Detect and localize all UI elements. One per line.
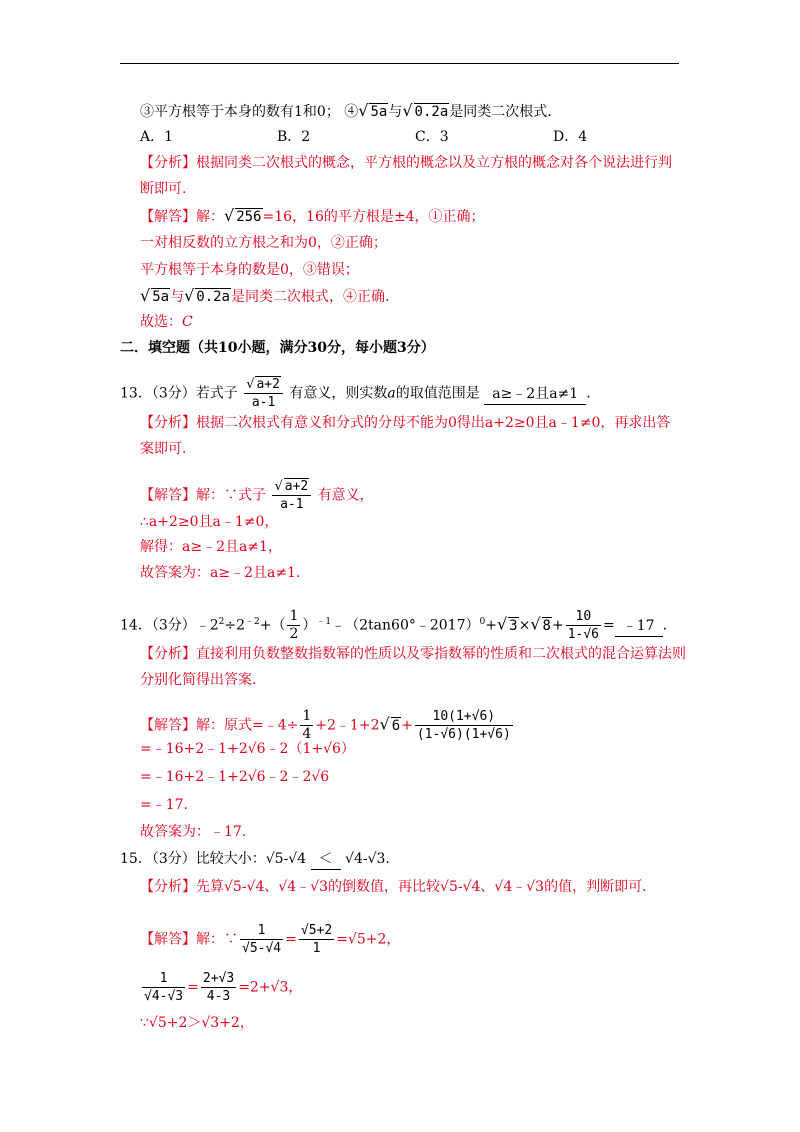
q14-answer-line-5: 故答案为：﹣17. [140,824,247,840]
q12-l4-radicand-2: 0.2a [196,289,230,305]
q12-l4-radicand-1: 5a [152,289,170,305]
analysis-tag: 【分析】 [140,646,196,662]
q13-fraction: $\frac{√ a+2}{a-1}$ [244,376,283,411]
q15-answer-prefix: 解：∵ [196,931,238,948]
q12-answer-radicand: 256 [236,209,262,225]
q15-line-2-text: =2+√3， [238,979,303,996]
q12-answer-line-2: 一对相反数的立方根之和为0，②正确； [140,235,387,251]
q15-f4-den: 4-3 [206,989,231,1004]
q13-text-2: 的取值范围是 [395,385,480,402]
q13-answer-blank: a≥﹣2且a≠1 [484,384,586,405]
q14-answer-den: (1-√6)(1+√6) [416,727,511,742]
analysis-tag: 【分析】 [140,879,196,895]
q13-answer-fraction: $\frac{√ a+2}{a-1}$ [272,478,311,513]
q14-question: 14．（3分）$﹣2^2\div 2^{﹣2}+$（ $\frac{1}{2}$ ）$^{﹣1}$﹣（2tan60°﹣2017）$^0$+√ 3×√ 8+ $\frac{10}{1-√6}$ = ﹣17 . [120,608,668,642]
q12-analysis-text: 根据同类二次根式的概念，平方根的概念以及立方根的概念对各个说法进行判 [196,155,672,171]
q14-quarter-den: 4 [302,726,312,742]
q15-answer-line-3: ∵√5+2＞√3+2， [140,1015,254,1031]
answer-tag: 【解答】 [140,487,196,504]
q13-denominator: a-1 [251,395,276,410]
q14-half [287,608,300,643]
q13-text: 有意义，则实数 [289,385,388,402]
q14-exp-2: ﹣2 [245,616,260,627]
q14-answer-line-3: =﹣16+2﹣1+2√6﹣2﹣2√6 [140,769,330,785]
answer-tag: 【解答】 [140,717,196,734]
q13-analysis-text: 根据二次根式有意义和分式的分母不能为0得出a+2≥0且a﹣1≠0，再求出答 [196,415,671,431]
q14-analysis-text: 直接利用负数整数指数幂的性质以及零指数幂的性质和二次根式的混合运算法则 [196,646,686,662]
q13-answer-line-3: 解得：a≥﹣2且a≠1， [140,539,282,555]
q12-option-4-label: ④ [344,104,359,120]
q14-answer-b: +2﹣1+2 [315,717,380,734]
q14-exp-1: 2 [218,616,225,627]
q15-lhs: √5-√4 [265,851,307,867]
q14-fraction-den: 1-√6 [567,627,600,642]
q14-analysis-cont: 分别化简得出答案. [140,672,257,688]
q14-answer-num: 10(1+√6) [415,708,513,726]
q12-radicand-2: 0.2a [414,104,449,120]
analysis-tag: 【分析】 [140,155,196,171]
q13-answer-text: 有意义， [317,487,374,504]
top-rule [120,63,679,64]
q15-answer-line-2 [140,970,302,1005]
q15-f2-num: √5+2 [300,923,333,938]
q12-l4-text: 是同类二次根式，④正确. [230,289,390,305]
q14-part-c: +（ [259,617,286,634]
q14-quarter-num: 1 [302,708,312,724]
q12-option-3: ③平方根等于本身的数有1和0； [140,104,340,120]
q13-answer-numerator: a+2 [284,479,309,494]
q12-final-value: C [182,314,193,330]
q14-answer-radicand: 6 [391,717,401,734]
q12-with: 与 [388,104,403,120]
q12-answer-line-3: 平方根等于本身的数是0，③错误； [140,262,359,278]
q12-answer-text: =16，16的平方根是±4，①正确； [262,209,485,225]
q14-plus: + [485,617,497,634]
q14-analysis [140,644,686,664]
q15-equals: = [285,931,297,948]
q14-part-e: ﹣（2tan60°﹣2017） [331,617,480,634]
q14-part-b: ÷2 [224,617,246,634]
q15-f1-num: 1 [240,922,283,940]
q14-answer-line-2: =﹣16+2﹣1+2√6﹣2（1+√6） [140,741,355,757]
q15-fraction-4 [201,970,236,1005]
q12-final-choice [140,312,193,332]
q13-answer-line-4: 故答案为：a≥﹣2且a≠1. [140,565,301,581]
analysis-tag: 【分析】 [140,415,196,431]
q12-choice-d: D．4 [553,129,588,145]
q14-exp-4: 0 [479,616,486,627]
q12-answer-line-1: 【解答】解：√ 256=16，16的平方根是±4，①正确； [140,206,485,225]
q15-question [120,849,390,870]
q14-answer-fraction [415,708,513,743]
q14-fraction [566,608,601,643]
q14-times: × [518,617,531,634]
q13-answer-line-2: ∴a+2≥0且a﹣1≠0， [140,514,279,530]
q15-fraction-3 [142,970,185,1005]
q13-variable: a [387,385,396,402]
section-heading: 二．填空题（共10小题，满分30分，每小题3分） [120,340,435,356]
q13-analysis-cont: 案即可. [140,441,187,457]
q12-final-label: 故选： [140,314,182,330]
q13-answer-line-1 [140,478,374,513]
q15-f1-den: √5-√4 [242,941,282,956]
q14-answer-plus: + [401,717,413,734]
q15-f3-den: √4-√3 [144,989,184,1004]
q12-answer-prefix: 解： [196,209,224,225]
q14-part-d: ） [302,617,317,634]
q15-answer-text: =√5+2， [336,931,401,948]
q14-prefix: 14．（3分）﹣2 [120,617,219,634]
q13-numerator: a+2 [256,377,280,392]
q12-option-4-text: 是同类二次根式. [449,104,552,120]
q14-radicand-1: 3 [509,617,518,634]
q15-f2-den: 1 [312,941,321,956]
q15-fraction-1 [240,922,283,957]
answer-tag: 【解答】 [140,209,196,225]
q14-equals: = [603,617,615,634]
q12-choice-a: A．1 [140,129,174,145]
q14-exp-3: ﹣1 [316,616,332,627]
q15-f3-num: 1 [142,970,185,988]
q14-answer-line-1: 【解答】解：原式=﹣4÷ $\frac{1}{4}$ +2﹣1+2√ 6+ $\frac{10(1+√6)}{(1-√6)(1+√6)}$ [140,708,511,742]
q12-option-line: ③平方根等于本身的数有1和0； ④√ 5a与√ 0.2a是同类二次根式. [140,101,552,120]
q12-analysis [140,153,672,173]
q15-analysis [140,877,647,897]
q15-f4-num: 2+√3 [202,971,235,986]
q12-answer-line-4: √ 5a与√ 0.2a是同类二次根式，④正确. [140,286,390,305]
q14-half-den: 2 [289,626,299,642]
q15-analysis-text: 先算√5-√4、√4﹣√3的倒数值，再比较√5-√4、√4﹣√3的值，判断即可. [196,879,647,895]
q13-answer-denominator: a-1 [280,497,304,512]
q12-radicand-1: 5a [370,104,388,120]
q12-analysis-cont: 断即可. [140,181,187,197]
q14-half-num: 1 [289,608,299,624]
q13-prefix: 13．（3分）若式子 [120,385,238,402]
q15-fraction-2 [299,922,334,957]
q15-answer-blank: ＜ [311,849,341,870]
q13-analysis [140,413,670,433]
q13-question: 13．（3分）若式子 $\frac{√ a+2}{a-1}$ 有意义，则实数a的取值范围是 a≥﹣2且a≠1 . [120,377,591,410]
q15-answer-line-1 [140,922,400,957]
q14-answer-line-4: =﹣17. [140,797,188,813]
q14-radicand-2: 8 [542,617,551,634]
q14-answer-quarter [300,708,313,743]
q12-l4-with: 与 [170,289,185,305]
q15-equals-2: = [187,979,199,996]
q14-fraction-num: 10 [566,608,601,626]
q14-answer-a: 解：原式=﹣4÷ [196,717,299,734]
q15-prefix: 15．（3分）比较大小： [120,851,266,867]
answer-tag: 【解答】 [140,931,196,948]
q12-choice-b: B．2 [277,129,311,145]
q14-answer-blank: ﹣17 [615,616,663,637]
q13-answer-prefix: 解：∵式子 [196,487,266,504]
q12-choice-c: C．3 [415,129,449,145]
q15-rhs: √4-√3. [345,851,390,867]
q14-plus-2: + [551,617,564,634]
